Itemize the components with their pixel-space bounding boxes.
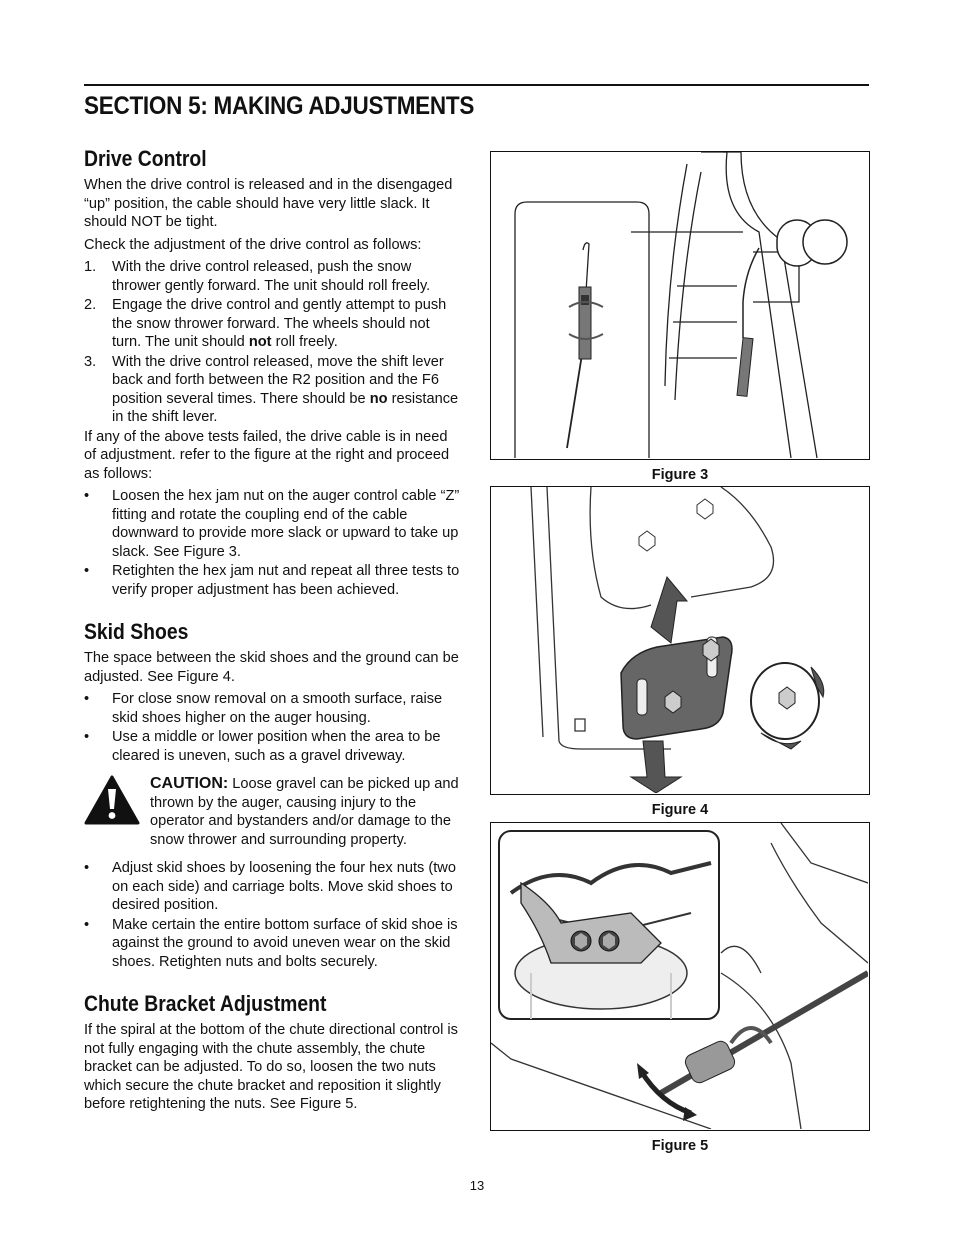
figure-4-illustration bbox=[490, 486, 870, 795]
page-number: 13 bbox=[469, 1178, 485, 1193]
list-item bbox=[84, 916, 462, 972]
bullet-marker: • bbox=[84, 729, 90, 745]
list-item bbox=[84, 690, 462, 727]
figure-5-illustration bbox=[490, 822, 870, 1131]
drive-control-failed: If any of the above tests failed, the drive cable is in need of adjustment. refer to the figure at the right and proceed as follows: bbox=[84, 428, 450, 482]
list-item bbox=[84, 258, 462, 295]
list-item bbox=[84, 487, 462, 561]
bullet-marker: • bbox=[84, 563, 90, 579]
drive-control-steps bbox=[84, 258, 462, 427]
figure-4-caption: Figure 4 bbox=[651, 802, 709, 818]
section-rule bbox=[84, 84, 869, 86]
skid-shoe-illustration bbox=[491, 487, 868, 793]
skid-shoes-heading: Skid Shoes bbox=[84, 619, 189, 644]
bullet-text: Make certain the entire bottom surface of skid shoe is against the ground to avoid uneven wear on the skid shoes. Retighten nuts and bolts securely. bbox=[112, 916, 458, 970]
section-title: SECTION 5: MAKING ADJUSTMENTS bbox=[84, 92, 475, 120]
bullet-text: Adjust skid shoes by loosening the four hex nuts (two on each side) and carriage bolts. Move skid shoes to desired position. bbox=[112, 860, 456, 913]
chute-text: If the spiral at the bottom of the chute directional control is not fully engaging with the chute assembly, the chute bracket can be adjusted. To do so, loosen the two nuts which secure the chute bracket and reposition it slightly before retightening the nuts. See Figure 5. bbox=[84, 1022, 458, 1112]
bullet-text: Loosen the hex jam nut on the auger control cable “Z” fitting and rotate the coupling end of the cable downward to provide more slack or upward to take up slack. See Figure 3. bbox=[112, 488, 460, 560]
step-text: resistance in the shift lever. bbox=[112, 390, 459, 425]
chute-heading: Chute Bracket Adjustment bbox=[84, 991, 327, 1016]
skid-shoes-bullets bbox=[84, 690, 462, 765]
cable-illustration bbox=[491, 152, 868, 458]
list-item bbox=[84, 296, 462, 352]
drive-control-intro: When the drive control is released and in the disengaged “up” position, the cable should have very little slack. It should NOT be tight. bbox=[84, 177, 453, 230]
bullet-marker: • bbox=[84, 691, 90, 707]
figure-3-caption: Figure 3 bbox=[651, 467, 709, 483]
chute-section bbox=[84, 991, 462, 1118]
warning-triangle-icon bbox=[84, 775, 140, 825]
drive-control-section bbox=[84, 146, 462, 600]
drive-control-bullets bbox=[84, 487, 462, 599]
figure-5-caption: Figure 5 bbox=[651, 1138, 709, 1154]
step-text: Engage the drive control and gently attempt to push the snow thrower forward. The wheels should not turn. The unit should bbox=[112, 297, 447, 350]
skid-shoes-intro: The space between the skid shoes and the ground can be adjusted. See Figure 4. bbox=[84, 650, 459, 685]
bullet-text: Retighten the hex jam nut and repeat all three tests to verify proper adjustment has been achieved. bbox=[112, 563, 460, 598]
list-item bbox=[84, 859, 462, 915]
skid-shoes-bullets-2 bbox=[84, 859, 462, 971]
list-item bbox=[84, 353, 462, 427]
step-emphasis: not bbox=[248, 334, 272, 350]
bullet-text: For close snow removal on a smooth surface, raise skid shoes higher on the auger housing. bbox=[112, 691, 443, 726]
caution-block bbox=[84, 775, 462, 849]
caution-text: Loose gravel can be picked up and thrown by the auger, causing injury to the operator and bystanders and/or damage to the snow thrower and surrounding property. bbox=[150, 776, 459, 848]
drive-control-check: Check the adjustment of the drive control as follows: bbox=[84, 236, 422, 253]
step-number: 3. bbox=[84, 353, 97, 370]
skid-shoes-section bbox=[84, 619, 462, 972]
step-text: With the drive control released, move the shift lever back and forth between the R2 position and the F6 position several times. There should be bbox=[112, 353, 444, 407]
list-item bbox=[84, 562, 462, 599]
step-number: 2. bbox=[84, 297, 97, 313]
bullet-marker: • bbox=[84, 916, 90, 933]
chute-bracket-illustration bbox=[491, 823, 868, 1129]
bullet-text: Use a middle or lower position when the area to be cleared is uneven, such as a gravel driveway. bbox=[112, 729, 441, 764]
list-item bbox=[84, 728, 462, 765]
step-text: roll freely. bbox=[271, 334, 338, 350]
step-number: 1. bbox=[84, 259, 97, 275]
caution-label: CAUTION: bbox=[150, 775, 229, 792]
bullet-marker: • bbox=[84, 488, 90, 504]
step-text: With the drive control released, push the snow thrower gently forward. The unit should roll freely. bbox=[112, 259, 431, 294]
drive-control-heading: Drive Control bbox=[84, 146, 207, 171]
step-emphasis: no bbox=[369, 390, 388, 407]
bullet-marker: • bbox=[84, 860, 90, 876]
figure-3-illustration bbox=[490, 151, 870, 460]
